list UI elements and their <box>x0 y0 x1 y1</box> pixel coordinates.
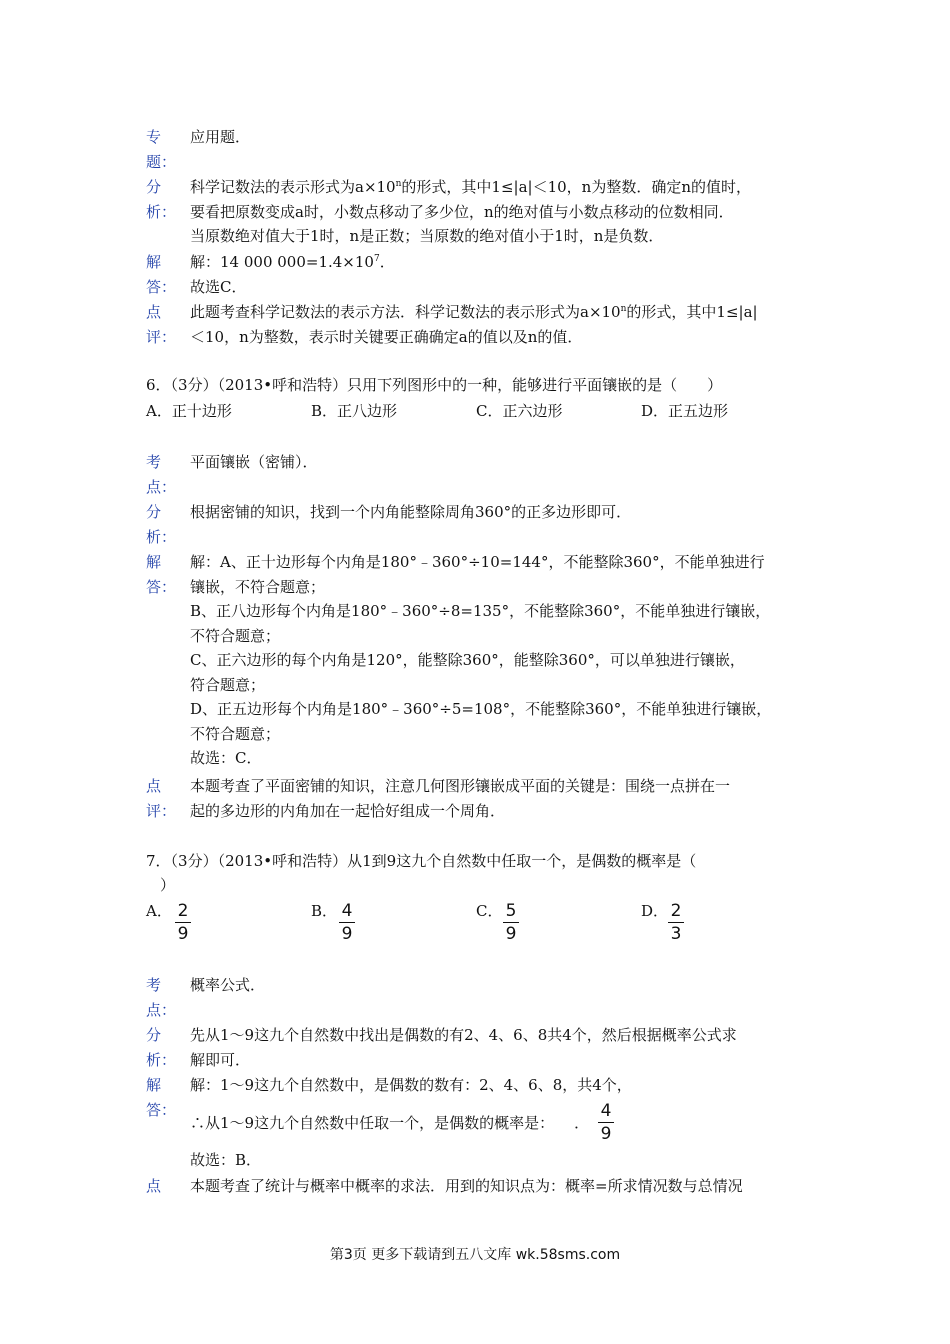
q7-option-c-letter: C． <box>476 902 503 920</box>
q7-answer-line-3: 故选：B． <box>190 1151 262 1169</box>
point-label: 考 点： <box>146 453 177 496</box>
point-label: 考 点： <box>146 976 177 1019</box>
analysis-line: 解即可． <box>190 1050 251 1069</box>
topic-label: 专 题： <box>146 128 177 171</box>
q7-question: 7．（3分）（2013•呼和浩特）从1到9这九个自然数中任取一个，是偶数的概率是（ <box>146 852 697 870</box>
answer-line: 符合题意； <box>190 675 266 694</box>
q7-option-b-letter: B． <box>311 902 338 920</box>
analysis-line: 科学记数法的表示形式为$a\times 10^n$的形式，其中1≤|a|＜10，n为整数．确定n的值时， <box>190 178 751 196</box>
comment-label: 点 评： <box>146 777 177 820</box>
q6-question: 6．（3分）（2013•呼和浩特）只用下列图形中的一种，能够进行平面镶嵌的是（ ） <box>146 376 723 394</box>
answer-line: 不符合题意； <box>190 626 281 645</box>
q6-option-d: D．正五边形 <box>641 402 729 420</box>
analysis-label: 分 析： <box>146 1026 177 1069</box>
point-text: 概率公式． <box>190 976 266 994</box>
comment-line: 本题考查了平面密铺的知识，注意几何图形镶嵌成平面的关键是：围绕一点拼在一 <box>190 777 731 795</box>
answer-label: 解 答： <box>146 553 177 596</box>
answer-line: 解：1～9这九个自然数中，是偶数的数有：2、4、6、8，共4个， <box>190 1076 632 1094</box>
page-footer: 第3页 更多下载请到五八文库 wk.58sms.com <box>329 1247 621 1263</box>
comment-label: 点 评： <box>146 303 177 346</box>
q6-option-b: B．正八边形 <box>311 402 398 420</box>
point-text: 平面镶嵌（密铺）． <box>190 453 318 471</box>
answer-line: 解：14 000 $000=1.4\times 10^7$． <box>190 253 395 271</box>
comment-line: 本题考查了统计与概率中概率的求法．用到的知识点为：概率=所求情况数与总情况 <box>190 1177 743 1195</box>
answer-line: 不符合题意； <box>190 724 281 743</box>
answer-line: C、正六边形的每个内角是120°，能整除360°，能整除360°，可以单独进行镶嵌， <box>190 651 745 669</box>
comment-line: 此题考查科学记数法的表示方法．科学记数法的表示形式为$a\times 10^n$的形式，其中1≤|a| <box>190 303 758 321</box>
analysis-line: 先从1～9这九个自然数中找出是偶数的有2、4、6、8共4个，然后根据概率公式求 <box>190 1026 737 1044</box>
q7-question-end: ） <box>160 876 176 894</box>
answer-line: 镶嵌，不符合题意； <box>190 577 326 596</box>
q7-option-d-letter: D． <box>641 902 669 920</box>
analysis-line: 当原数绝对值大于1时，n是正数；当原数的绝对值小于1时，n是负数． <box>190 227 664 245</box>
analysis-label: 分 析： <box>146 503 177 546</box>
answer-line: 解：A、正十边形每个内角是180°﹣360°÷10=144°，不能整除360°，不能单独进行 <box>190 553 765 571</box>
q7-option-a-fraction: 2 9 <box>175 901 191 944</box>
q7-answer-line-2: ∴从1～9这九个自然数中任取一个，是偶数的概率是： ． <box>190 1114 590 1132</box>
q7-option-d-fraction: 2 3 <box>668 901 684 944</box>
q6-option-a: A．正十边形 <box>146 402 232 420</box>
answer-line: B、正八边形每个内角是180°﹣360°÷8=135°，不能整除360°，不能单独进行镶嵌， <box>190 602 771 620</box>
answer-label: 解 答： <box>146 1076 177 1119</box>
answer-line: 故选：C． <box>190 749 262 767</box>
analysis-line: 要看把原数变成a时，小数点移动了多少位，n的绝对值与小数点移动的位数相同． <box>190 202 734 221</box>
q7-option-b-fraction: 4 9 <box>339 901 355 944</box>
topic-text: 应用题． <box>190 128 251 146</box>
answer-line: D、正五边形每个内角是180°﹣360°÷5=108°，不能整除360°，不能单独进行镶嵌， <box>190 700 772 718</box>
q6-option-c: C．正六边形 <box>476 402 563 420</box>
answer-line: 故选C． <box>190 277 247 296</box>
analysis-text: 根据密铺的知识，找到一个内角能整除周角360°的正多边形即可． <box>190 503 632 521</box>
answer-label: 解 答： <box>146 253 177 296</box>
q7-option-c-fraction: 5 9 <box>503 901 519 944</box>
comment-line: ＜10，n为整数，表示时关键要正确确定a的值以及n的值． <box>190 327 583 346</box>
q7-answer-fraction: 4 9 <box>598 1101 614 1144</box>
comment-label: 点 <box>146 1177 162 1195</box>
analysis-label: 分 析： <box>146 178 177 221</box>
comment-line: 起的多边形的内角加在一起恰好组成一个周角． <box>190 801 506 820</box>
q7-option-a-letter: A． <box>146 902 172 920</box>
